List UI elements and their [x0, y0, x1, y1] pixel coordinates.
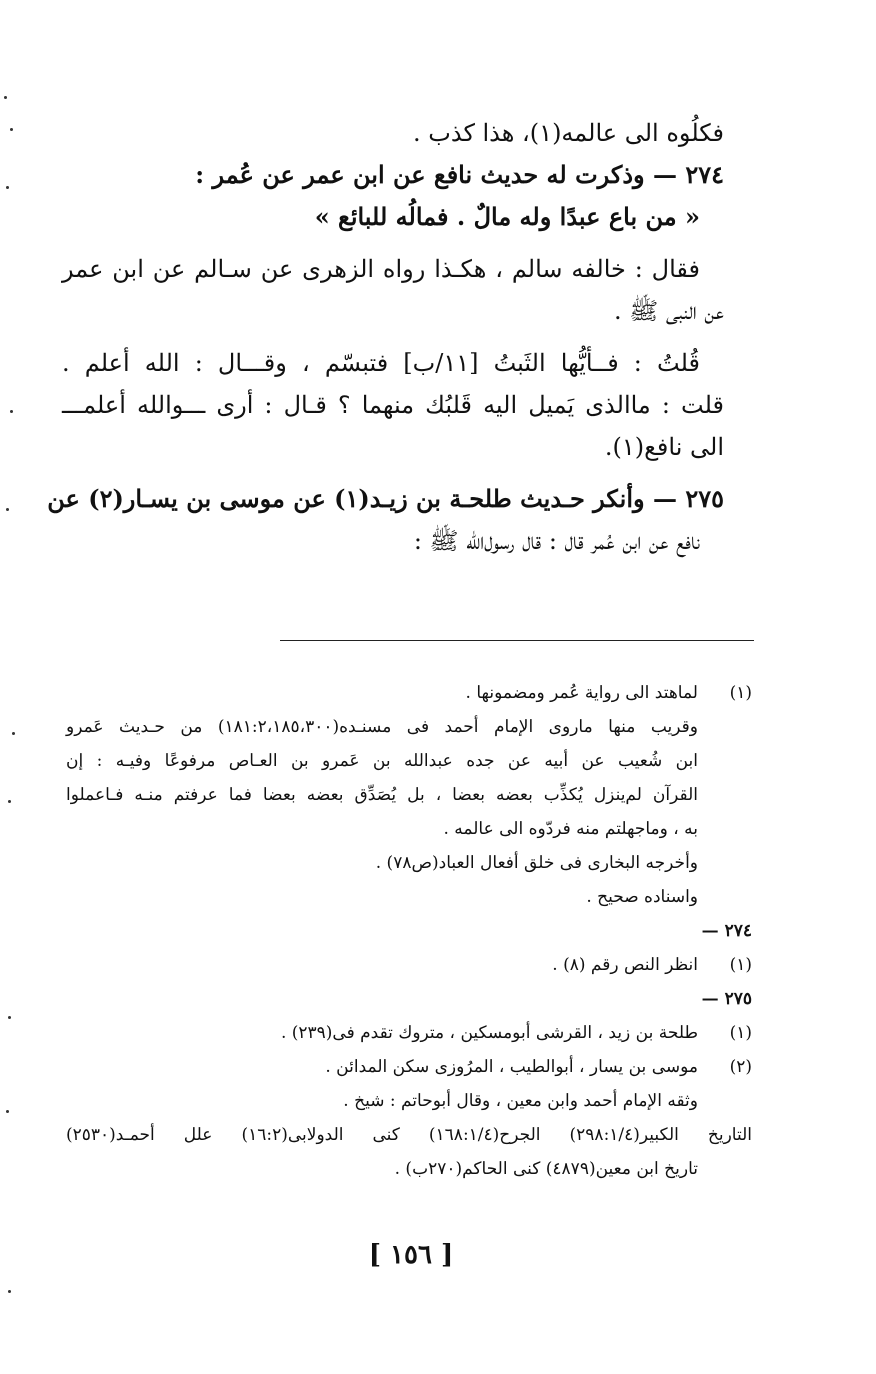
footnote-text: لماهتد الى رواية عُمر ومضمونها .	[465, 683, 698, 703]
footnotes	[66, 676, 752, 1186]
main-text	[47, 112, 724, 562]
text-line: قلت : ماالذى يَميل اليه قَلبُك منهما ؟ قـال : أرى ـــوالله أعلمـــ	[62, 391, 724, 419]
scan-speck	[8, 800, 11, 803]
hadith-274-heading: ٢٧٤ — وذكرت له حديث نافع عن ابن عمر عن عُمر :	[195, 160, 724, 189]
scan-speck	[10, 410, 13, 413]
footnote-line: به ، وماجهلتم منه فردّوه الى عالمه .	[443, 819, 698, 839]
footnote-line: القرآن لم‌ينزل يُكذِّب بعضه بعضا ، بل يُصَدِّق بعضه بعضا فما عرفتم منـه فـاعملوا	[66, 785, 698, 805]
footnote-line: تاريخ ابن معين(٤٨٧٩) كنى الحاكم(٢٧٠ب) .	[394, 1159, 698, 1179]
footnote-text: طلحة بن زيد ، القرشى أبومسكين ، متروك تقدم فى(٢٣٩) .	[280, 1023, 698, 1043]
footnote-line: التاريخ الكبير(٢٩٨:١/٤) الجرح(١٦٨:١/٤) كنى الدولابى(١٦:٢) علل أحمـد(٢٥٣٠)	[66, 1125, 752, 1145]
footnote-section-275: ٢٧٥ —	[701, 989, 752, 1009]
footnote-marker: (١)	[729, 683, 752, 703]
text-line: فكلُوه الى عالمه(١)، هذا كذب .	[413, 119, 724, 147]
footnote-line	[66, 1016, 752, 1050]
page-number: [ ١٥٦ ]	[368, 1240, 454, 1270]
scan-speck	[4, 96, 7, 99]
footnote-line: وأخرجه البخارى فى خلق أفعال العباد(ص٧٨) .	[375, 853, 698, 873]
footnote-text: انظر النص رقم (٨) .	[552, 955, 698, 975]
hadith-275-heading: ٢٧٥ — وأنكر حـديث طلحـة بن زيـد(١) عن موسى بن يسـار(٢) عن	[47, 484, 724, 513]
scan-speck	[10, 128, 13, 131]
scan-speck	[6, 1110, 9, 1113]
text-line: نافع عن ابن عُمر قال : قال رسول‌الله ﷺ :	[413, 527, 700, 555]
footnote-line	[66, 676, 752, 710]
text-line: قُلتُ : فــأيُّها الثَبتُ [١١/ب] فتبسّم ، وقـــال : الله أعلم .	[62, 349, 700, 377]
text-line: فقال : خالفه سالم ، هكـذا رواه الزهرى عن سـالم عن ابن عمر	[62, 255, 700, 283]
hadith-quote: « من باع عبدًا وله مالٌ . فمالُه للبائع »	[314, 202, 700, 231]
footnote-line: وقريب منها ماروى الإمام أحمد فى مسنـده(١٨١:٢،١٨٥،٣٠٠) من حـديث عَمرو	[66, 717, 698, 737]
footnote-line: واسناده صحيح .	[586, 887, 698, 907]
text-line: الى نافع(١).	[604, 433, 724, 461]
footnote-section-274: ٢٧٤ —	[701, 921, 752, 941]
scan-speck	[12, 732, 15, 735]
footnote-line: ابن شُعيب عن أبيه عن جده عبدالله بن عَمرو بن العـاص مرفوعًا وفيـه : إن	[66, 751, 698, 771]
footnote-line	[66, 948, 752, 982]
scan-speck	[6, 186, 9, 189]
footnote-marker: (٢)	[729, 1057, 752, 1077]
footnote-marker: (١)	[729, 1023, 752, 1043]
footnote-text: موسى بن يسار ، أبوالطيب ، المرُوزى سكن المدائن .	[325, 1057, 698, 1077]
footnote-line: وثقه الإمام أحمد وابن معين ، وقال أبوحاتم : شيخ .	[343, 1091, 698, 1111]
text-line: عن النبى ﷺ .	[613, 297, 724, 325]
footnote-marker: (١)	[729, 955, 752, 975]
scan-speck	[8, 1290, 11, 1293]
footnote-line	[66, 1050, 752, 1084]
scan-speck	[8, 1016, 11, 1019]
footnote-divider	[280, 640, 754, 641]
scan-speck	[6, 508, 9, 511]
